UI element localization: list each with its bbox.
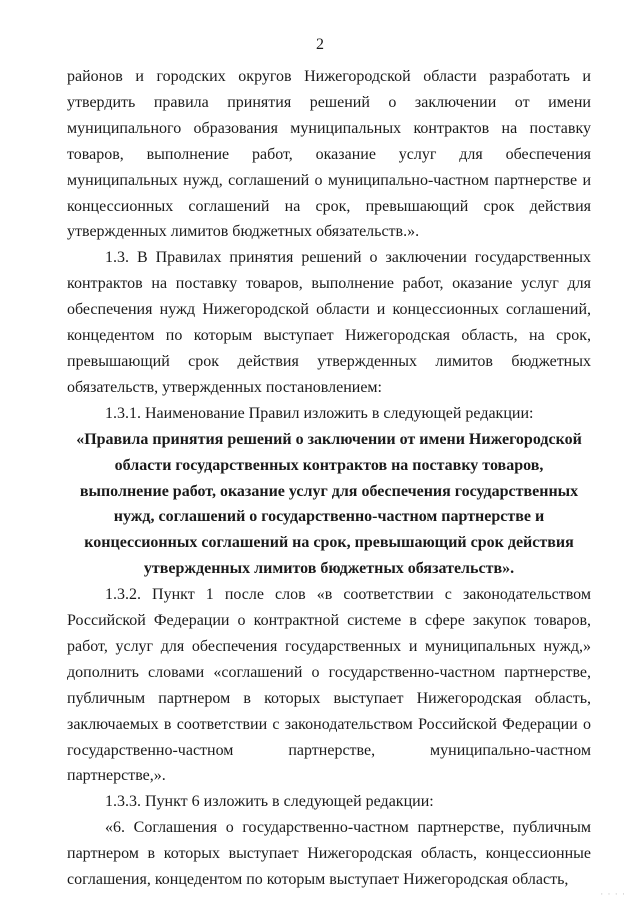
- paragraph-clause-1-3: 1.3. В Правилах принятия решений о заключении государственных контрактов на поставку товаров, выполнение работ, оказание услуг для обеспечения нужд Нижегородской области и концессионных соглашений, концедентом по которым выступает Нижегородская область, на срок, превышающий срок действия утвержденных лимитов бюджетных обязательств, утвержденных постановлением:: [67, 249, 591, 396]
- paragraph-clause-1-3-3: 1.3.3. Пункт 6 изложить в следующей редакции:: [105, 793, 434, 811]
- paragraph-continuation: районов и городских округов Нижегородской области разработать и утвердить правила принятия решений о заключении от имени муниципального образования муниципальных контрактов на поставку товаров, выполнение работ, оказание услуг для обеспечения муниципальных нужд, соглашений о муниципально-частном партнерстве и концессионных соглашений на срок, превышающий срок действия утвержденных лимитов бюджетных обязательств.».: [67, 68, 591, 241]
- document-body: [67, 64, 591, 893]
- scan-artifact: · · · ·: [600, 889, 626, 899]
- rules-title: «Правила принятия решений о заключении от имени Нижегородской области государственных контрактов на поставку товаров, выполнение работ, оказание услуг для обеспечения государственных нужд, соглашений о государственно-частном партнерстве и концессионных соглашений на срок, превышающий срок действия утвержденных лимитов бюджетных обязательств».: [76, 430, 582, 578]
- paragraph-point-6: «6. Соглашения о государственно-частном партнерстве, публичным партнером в которых выступает Нижегородская область, концессионные соглашения, концедентом по которым выступает Нижегородская область,: [67, 819, 591, 889]
- paragraph-clause-1-3-2: 1.3.2. Пункт 1 после слов «в соответствии с законодательством Российской Федерации о контрактной системе в сфере закупок товаров, работ, услуг для обеспечения государственных и муниципальных нужд,» дополнить словами «соглашений о государственно-частном партнерстве, публичным партнером в которых выступает Нижегородская область, заключаемых в соответствии с законодательством Российской Федерации о государственно-частном партнерстве, муниципально-частном партнерстве,».: [67, 586, 591, 785]
- page-number: 2: [316, 36, 324, 53]
- paragraph-clause-1-3-1: 1.3.1. Наименование Правил изложить в следующей редакции:: [105, 404, 534, 422]
